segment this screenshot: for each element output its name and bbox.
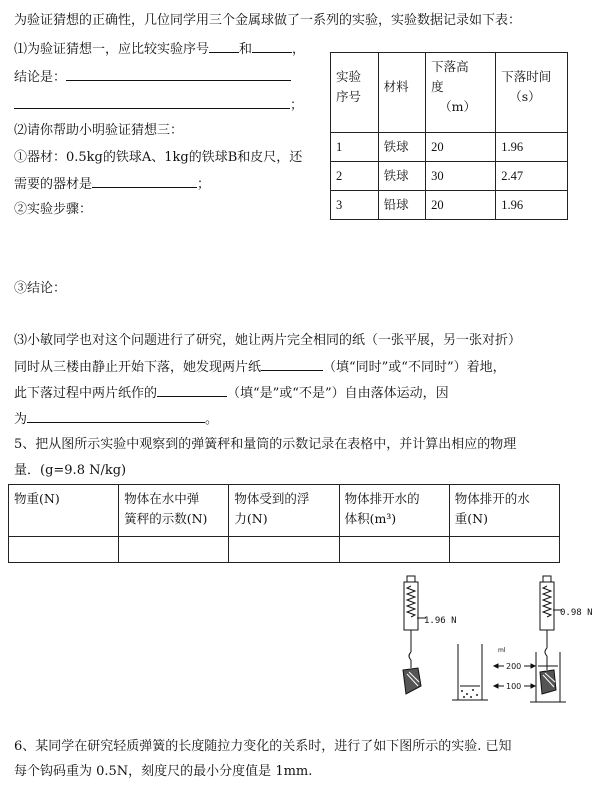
hook-right (545, 648, 547, 656)
q1-text-c: ， (292, 42, 306, 57)
q2-steps: ②实验步骤： (14, 202, 93, 217)
cylinder-unit: ml (498, 647, 506, 654)
intro-text: 为验证猜想的正确性，几位同学用三个金属球做了一系列的实验，实验数据记录如下表： (14, 13, 522, 28)
q3-line-3 (14, 384, 449, 403)
q3-line-2 (14, 358, 506, 377)
row-2-time: 2.47 (496, 162, 568, 191)
table-row (331, 133, 568, 162)
q2-equip-line: ①器材：0.5kg的铁球A、1kg的铁球B和皮尺，还 (14, 150, 303, 165)
q2-needed-blank[interactable] (92, 175, 197, 188)
reading-right-label: 0.98 N (560, 608, 593, 618)
q3-line-3b: （填“是”或“不是”）自由落体运动，因 (227, 386, 449, 401)
spring-coil-left (407, 586, 415, 617)
q1-conclusion-line-2 (14, 96, 303, 115)
q1-text-a: ⑴为验证猜想一，应比较实验序号 (14, 42, 210, 57)
row-1-time: 1.96 (496, 133, 568, 162)
header-buoyancy (229, 485, 339, 537)
table-row (331, 162, 568, 191)
q6-line-1: 6、某同学在研究轻质弹簧的长度随拉力变化的关系时，进行了如下图所示的实验. 已知 (14, 739, 512, 754)
row-3-seq: 3 (331, 191, 379, 220)
q1-line (14, 40, 305, 59)
header-height-line-2: 度 (431, 79, 444, 94)
q3-line-4 (14, 410, 218, 429)
q1-end: ； (290, 98, 304, 113)
buoyancy-table (8, 484, 560, 563)
buoyancy-header-row (9, 485, 560, 537)
experiment-table (330, 52, 568, 220)
row-2-seq: 2 (331, 162, 379, 191)
header-cell-material: 材料 (378, 53, 426, 133)
header-cell-seq (331, 53, 379, 133)
header-seq-line-2: 序号 (336, 89, 362, 104)
header-buoyancy-line-2: 力(N) (234, 511, 268, 526)
reading-left-label: 1.96 N (424, 616, 457, 626)
row-3-time: 1.96 (496, 191, 568, 220)
q3-blank-1[interactable] (261, 358, 323, 371)
q6-line-2: 每个钩码重为 0.5N，刻度尺的最小分度值是 1mm. (14, 764, 313, 779)
q1-conclusion-label: 结论是： (14, 70, 67, 85)
q3-blank-2[interactable] (157, 384, 227, 397)
header-spring-line-1: 物体在水中弹 (124, 491, 200, 506)
header-weight (9, 485, 119, 537)
q2-needed-line (14, 175, 210, 194)
q3-line-4b: 。 (205, 412, 219, 427)
q5-line-1: 5、把从图所示实验中观察到的弹簧秤和量筒的示数记录在表格中，并计算出相应的物理 (14, 437, 517, 452)
hook-left (409, 652, 411, 660)
experiment-figure (390, 574, 602, 714)
header-displaced-weight (449, 485, 559, 537)
q5-line-2: 量．(g=9.8 N/kg) (14, 463, 127, 478)
row-1-seq: 1 (331, 133, 379, 162)
scale-top-ring-left (407, 576, 415, 582)
header-volume-line-1: 物体排开水的 (344, 491, 420, 506)
q3-line-3a: 此下落过程中两片纸作的 (14, 386, 158, 401)
row-3-material: 铅球 (378, 191, 426, 220)
mark-200: 200 (506, 662, 522, 671)
q1-blank-2[interactable] (252, 40, 292, 53)
table-row (9, 537, 560, 563)
row-1-material: 铁球 (378, 133, 426, 162)
header-height-line-1: 下落高 (431, 59, 469, 74)
table-header-row (331, 53, 568, 133)
q2-conclusion: ③结论： (14, 281, 67, 296)
header-displaced-line-1: 物体排开的水 (454, 491, 530, 506)
header-buoyancy-line-1: 物体受到的浮 (234, 491, 310, 506)
header-time-line-1: 下落时间 (501, 69, 552, 84)
answer-cell-buoyancy[interactable] (229, 537, 339, 563)
answer-cell-weight[interactable] (9, 537, 119, 563)
q3-blank-3[interactable] (27, 410, 205, 423)
spring-scale-right (530, 576, 566, 702)
q3-line-2b: （填“同时”或“不同时”）着地， (323, 360, 506, 375)
row-2-material: 铁球 (378, 162, 426, 191)
metal-block-right (540, 670, 556, 694)
header-spring-reading (119, 485, 229, 537)
header-weight-line-1: 物重(N) (14, 491, 60, 506)
spring-scale-left (403, 576, 426, 694)
row-3-height: 20 (426, 191, 496, 220)
q1-blank-1[interactable] (209, 40, 239, 53)
header-spring-line-2: 簧秤的示数(N) (124, 511, 208, 526)
answer-cell-displaced[interactable] (449, 537, 559, 563)
row-2-height: 30 (426, 162, 496, 191)
header-displaced-line-2: 重(N) (454, 511, 488, 526)
q1-conclusion-blank[interactable] (66, 68, 291, 81)
header-volume (339, 485, 449, 537)
header-time-line-2: （s） (509, 89, 541, 104)
scale-top-ring-right (543, 576, 551, 582)
header-cell-time (496, 53, 568, 133)
spring-coil-right (543, 586, 551, 617)
header-volume-line-2: 体积(m³) (344, 511, 397, 526)
header-seq-line-1: 实验 (336, 69, 362, 84)
answer-cell-spring[interactable] (119, 537, 229, 563)
q3-line-2a: 同时从三楼由静止开始下落，她发现两片纸 (14, 360, 262, 375)
q1-conclusion-line (14, 68, 291, 87)
header-cell-height (426, 53, 496, 133)
mark-100: 100 (506, 682, 522, 691)
answer-cell-volume[interactable] (339, 537, 449, 563)
q1-text-b: 和 (239, 42, 253, 57)
row-1-height: 20 (426, 133, 496, 162)
table-row (331, 191, 568, 220)
q2-end: ； (197, 177, 211, 192)
q1-conclusion-blank-2[interactable] (14, 96, 290, 109)
q3-line-1: ⑶小敏同学也对这个问题进行了研究，她让两片完全相同的纸（一张平展，另一张对折） (14, 333, 522, 348)
header-height-line-3: （m） (439, 99, 476, 114)
q2-needed-label: 需要的器材是 (14, 177, 93, 192)
graduated-cylinder (452, 644, 488, 700)
q2-title: ⑵请你帮助小明验证猜想三： (14, 123, 184, 138)
q3-line-4a: 为 (14, 412, 28, 427)
